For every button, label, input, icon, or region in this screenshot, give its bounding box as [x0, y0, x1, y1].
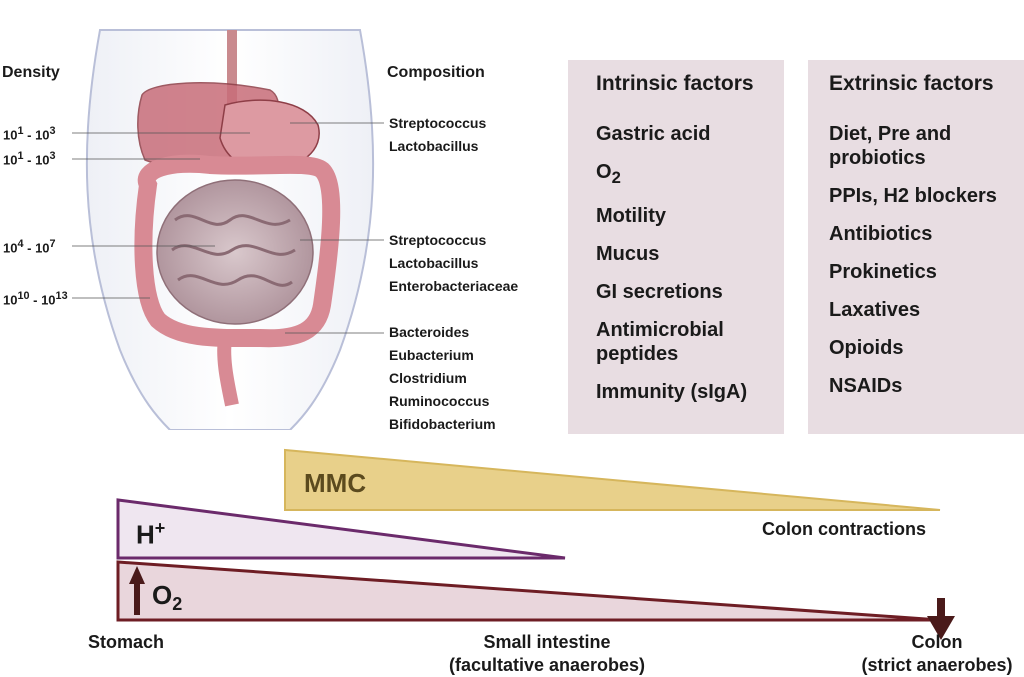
extrinsic-title: Extrinsic factors	[829, 72, 994, 95]
density-header: Density	[2, 64, 60, 81]
colon-label: Colon (strict anaerobes)	[861, 632, 1013, 675]
extrinsic-factors-panel	[808, 60, 1024, 434]
mmc-label: MMC	[304, 468, 367, 498]
extrinsic-item: Opioids	[829, 337, 904, 359]
intrinsic-factors-panel	[568, 60, 784, 434]
o2-label: $O_2$	[152, 580, 183, 615]
extrinsic-item: NSAIDs	[829, 375, 903, 397]
intrinsic-item: Motility	[596, 205, 666, 227]
bacteria-name: Streptococcus	[389, 115, 487, 131]
composition-group-colon	[389, 321, 496, 436]
bacteria-name: Lactobacillus	[389, 138, 479, 154]
h-plus-label: H+	[136, 518, 166, 550]
o2-wedge	[118, 562, 940, 620]
extrinsic-item: Diet, Pre and probiotics	[829, 123, 952, 169]
intrinsic-item-o2: $O_2$	[596, 161, 621, 187]
extrinsic-item: Laxatives	[829, 299, 921, 321]
leader-lines	[0, 0, 400, 450]
intrinsic-item: Gastric acid	[596, 123, 711, 145]
density-level: $10^4 - 10^7$	[3, 238, 56, 256]
extrinsic-item: PPIs, H2 blockers	[829, 185, 997, 207]
bacteria-name: Lactobacillus	[389, 255, 479, 271]
mmc-wedge	[285, 450, 940, 510]
intrinsic-title: Intrinsic factors	[596, 72, 754, 95]
extrinsic-item: Prokinetics	[829, 261, 937, 283]
colon-contractions-label: Colon contractions	[762, 519, 927, 539]
intrinsic-item: Antimicrobial peptides	[596, 319, 724, 365]
bacteria-name: Bacteroides	[389, 324, 470, 340]
bacteria-name: Bifidobacterium	[389, 416, 496, 432]
composition-header: Composition	[387, 64, 485, 81]
density-level: $10^1 - 10^3$	[3, 125, 56, 143]
bacteria-name: Ruminococcus	[389, 393, 490, 409]
intrinsic-item: Immunity (sIgA)	[596, 381, 748, 403]
composition-group-stomach	[389, 112, 486, 158]
bacteria-name: Clostridium	[389, 370, 467, 386]
density-level: $10^1 - 10^3$	[3, 150, 56, 168]
stomach-label: Stomach	[88, 632, 165, 652]
density-level: $10^{10} - 10^{13}$	[3, 290, 68, 308]
extrinsic-item: Antibiotics	[829, 223, 933, 245]
composition-group-small-intestine	[389, 229, 518, 298]
small-intestine-label: Small intestine (facultative anaerobes)	[448, 632, 646, 675]
intrinsic-item: Mucus	[596, 243, 660, 265]
bacteria-name: Eubacterium	[389, 347, 474, 363]
bacteria-name: Enterobacteriaceae	[389, 278, 519, 294]
intrinsic-item: GI secretions	[596, 281, 723, 303]
bacteria-name: Streptococcus	[389, 232, 487, 248]
